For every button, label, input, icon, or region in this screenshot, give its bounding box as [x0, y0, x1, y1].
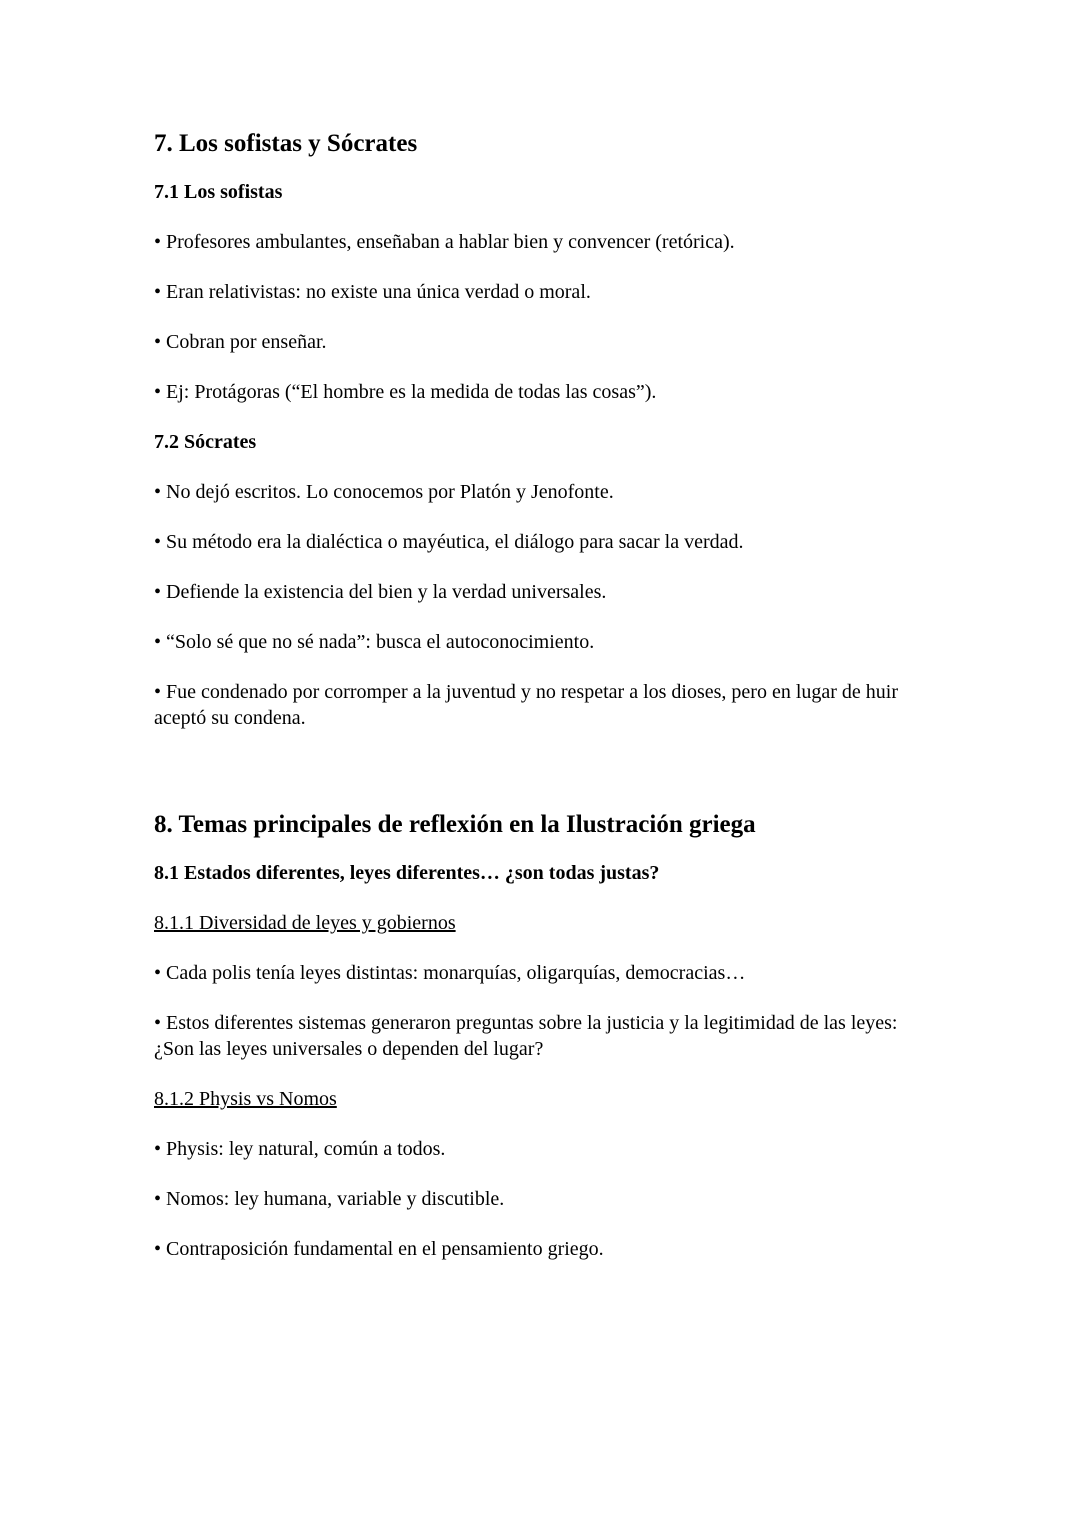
list-item: • Profesores ambulantes, enseñaban a hablar bien y convencer (retórica).: [154, 231, 735, 253]
document-page: [154, 128, 934, 1286]
section-8: [154, 809, 934, 1262]
list-item: • Eran relativistas: no existe una única verdad o moral.: [154, 281, 591, 303]
bullet-icon: •: [154, 1238, 162, 1260]
list-item: • “Solo sé que no sé nada”: busca el autoconocimiento.: [154, 631, 595, 653]
section-8-1-1-title: 8.1.1 Diversidad de leyes y gobiernos: [154, 912, 456, 934]
bullet-icon: •: [154, 231, 162, 253]
list-item: • Defiende la existencia del bien y la verdad universales.: [154, 581, 607, 603]
bullet-icon: •: [154, 1188, 162, 1210]
list-item: • Contraposición fundamental en el pensamiento griego.: [154, 1238, 604, 1260]
bullet-icon: •: [154, 481, 162, 503]
list-item: • Su método era la dialéctica o mayéutica, el diálogo para sacar la verdad.: [154, 531, 744, 553]
bullet-icon: •: [154, 681, 162, 703]
section-8-1-title: 8.1 Estados diferentes, leyes diferentes… ¿son todas justas?: [154, 862, 660, 884]
list-item: • Estos diferentes sistemas generaron preguntas sobre la justicia y la legitimidad de las leyes: ¿Son las leyes universales o dependen del lugar?: [154, 1012, 898, 1060]
list-item: • Physis: ley natural, común a todos.: [154, 1138, 446, 1160]
list-item: • Cada polis tenía leyes distintas: monarquías, oligarquías, democracias…: [154, 962, 746, 984]
bullet-icon: •: [154, 962, 162, 984]
section-8-title: 8. Temas principales de reflexión en la Ilustración griega: [154, 811, 756, 838]
bullet-icon: •: [154, 1012, 162, 1034]
section-spacer: [154, 755, 934, 809]
bullet-icon: •: [154, 381, 162, 403]
list-item: • Cobran por enseñar.: [154, 331, 327, 353]
bullet-icon: •: [154, 631, 162, 653]
section-7-2-title: 7.2 Sócrates: [154, 431, 257, 453]
list-item: • Ej: Protágoras (“El hombre es la medida de todas las cosas”).: [154, 381, 657, 403]
list-item: • Nomos: ley humana, variable y discutible.: [154, 1188, 505, 1210]
bullet-icon: •: [154, 581, 162, 603]
list-item: • Fue condenado por corromper a la juventud y no respetar a los dioses, pero en lugar de huir aceptó su condena.: [154, 681, 899, 729]
bullet-icon: •: [154, 1138, 162, 1160]
bullet-icon: •: [154, 281, 162, 303]
section-7-title: 7. Los sofistas y Sócrates: [154, 130, 418, 157]
list-item: • No dejó escritos. Lo conocemos por Platón y Jenofonte.: [154, 481, 614, 503]
section-8-1-2-title: 8.1.2 Physis vs Nomos: [154, 1088, 337, 1110]
bullet-icon: •: [154, 531, 162, 553]
bullet-icon: •: [154, 331, 162, 353]
section-7-1-title: 7.1 Los sofistas: [154, 181, 283, 203]
